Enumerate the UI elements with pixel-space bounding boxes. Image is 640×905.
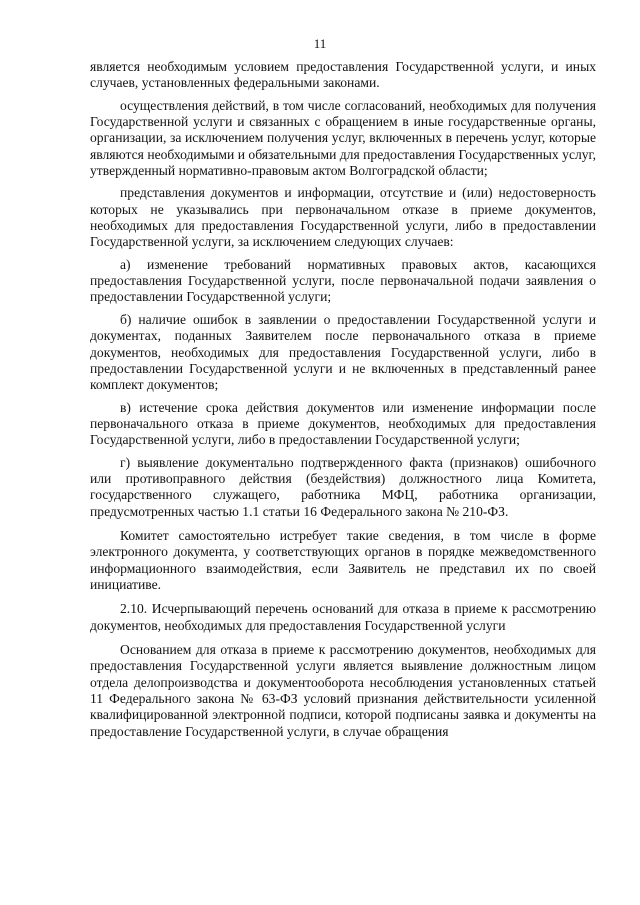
- list-item-b: б) наличие ошибок в заявлении о предоставлении Государственной услуги и документах, поданных Заявителем после первоначального отказа в приеме документов, необходимых для предоставления Государственной услуги, либо в предоставлении Государственной услуги и не включенных в представленный ранее комплект документов;: [90, 311, 596, 393]
- paragraph-continuation: является необходимым условием предоставления Государственной услуги, и иных случаев, установленных федеральными законами.: [90, 59, 596, 91]
- section-heading-2-10: 2.10. Исчерпывающий перечень оснований для отказа в приеме к рассмотрению документов, необходимых для предоставления Государственной услуги: [90, 601, 596, 633]
- paragraph-committee-requests: Комитет самостоятельно истребует такие сведения, в том числе в форме электронного документа, у соответствующих органов в порядке межведомственного информационного взаимодействия, если Заявитель не представил их по своей инициативе.: [90, 527, 596, 592]
- document-body: [90, 59, 596, 740]
- page-number: 11: [313, 36, 327, 51]
- paragraph-actions-approvals: осуществления действий, в том числе согласований, необходимых для получения Государственной услуги и связанных с обращением в иные государственные органы, организации, за исключением получения услуг, включенных в перечень услуг, которые являются необходимыми и обязательными для предоставления Государственных услуг, утвержденный нормативно-правовым актом Волгоградской области;: [90, 97, 596, 179]
- paragraph-documents-information: представления документов и информации, отсутствие и (или) недостоверность которых не указывались при первоначальном отказе в приеме документов, необходимых для предоставления Государственной услуги, либо в предоставлении Государственной услуги, за исключением следующих случаев:: [90, 185, 596, 250]
- list-item-v: в) истечение срока действия документов или изменение информации после первоначального отказа в приеме документов, необходимых для предоставления Государственной услуги, либо в предоставлении Государственной услуги;: [90, 399, 596, 448]
- list-item-g: г) выявление документально подтвержденного факта (признаков) ошибочного или противоправного действия (бездействия) должностного лица Комитета, государственного служащего, работника МФЦ, работника организации, предусмотренных частью 1.1 статьи 16 Федерального закона № 210-ФЗ.: [90, 454, 596, 519]
- list-item-a: а) изменение требований нормативных правовых актов, касающихся предоставления Государственной услуги, после первоначальной подачи заявления о предоставлении Государственной услуги;: [90, 256, 596, 305]
- paragraph-refusal-grounds: Основанием для отказа в приеме к рассмотрению документов, необходимых для предоставления Государственной услуги является выявление должностным лицом отдела делопроизводства и документооборота несоблюдения установленных статьей 11 Федерального закона № 63-ФЗ условий признания действительности усиленной квалифицированной электронной подписи, которой подписаны заявка и документы на предоставление Государственной услуги, в случае обращения: [90, 642, 596, 739]
